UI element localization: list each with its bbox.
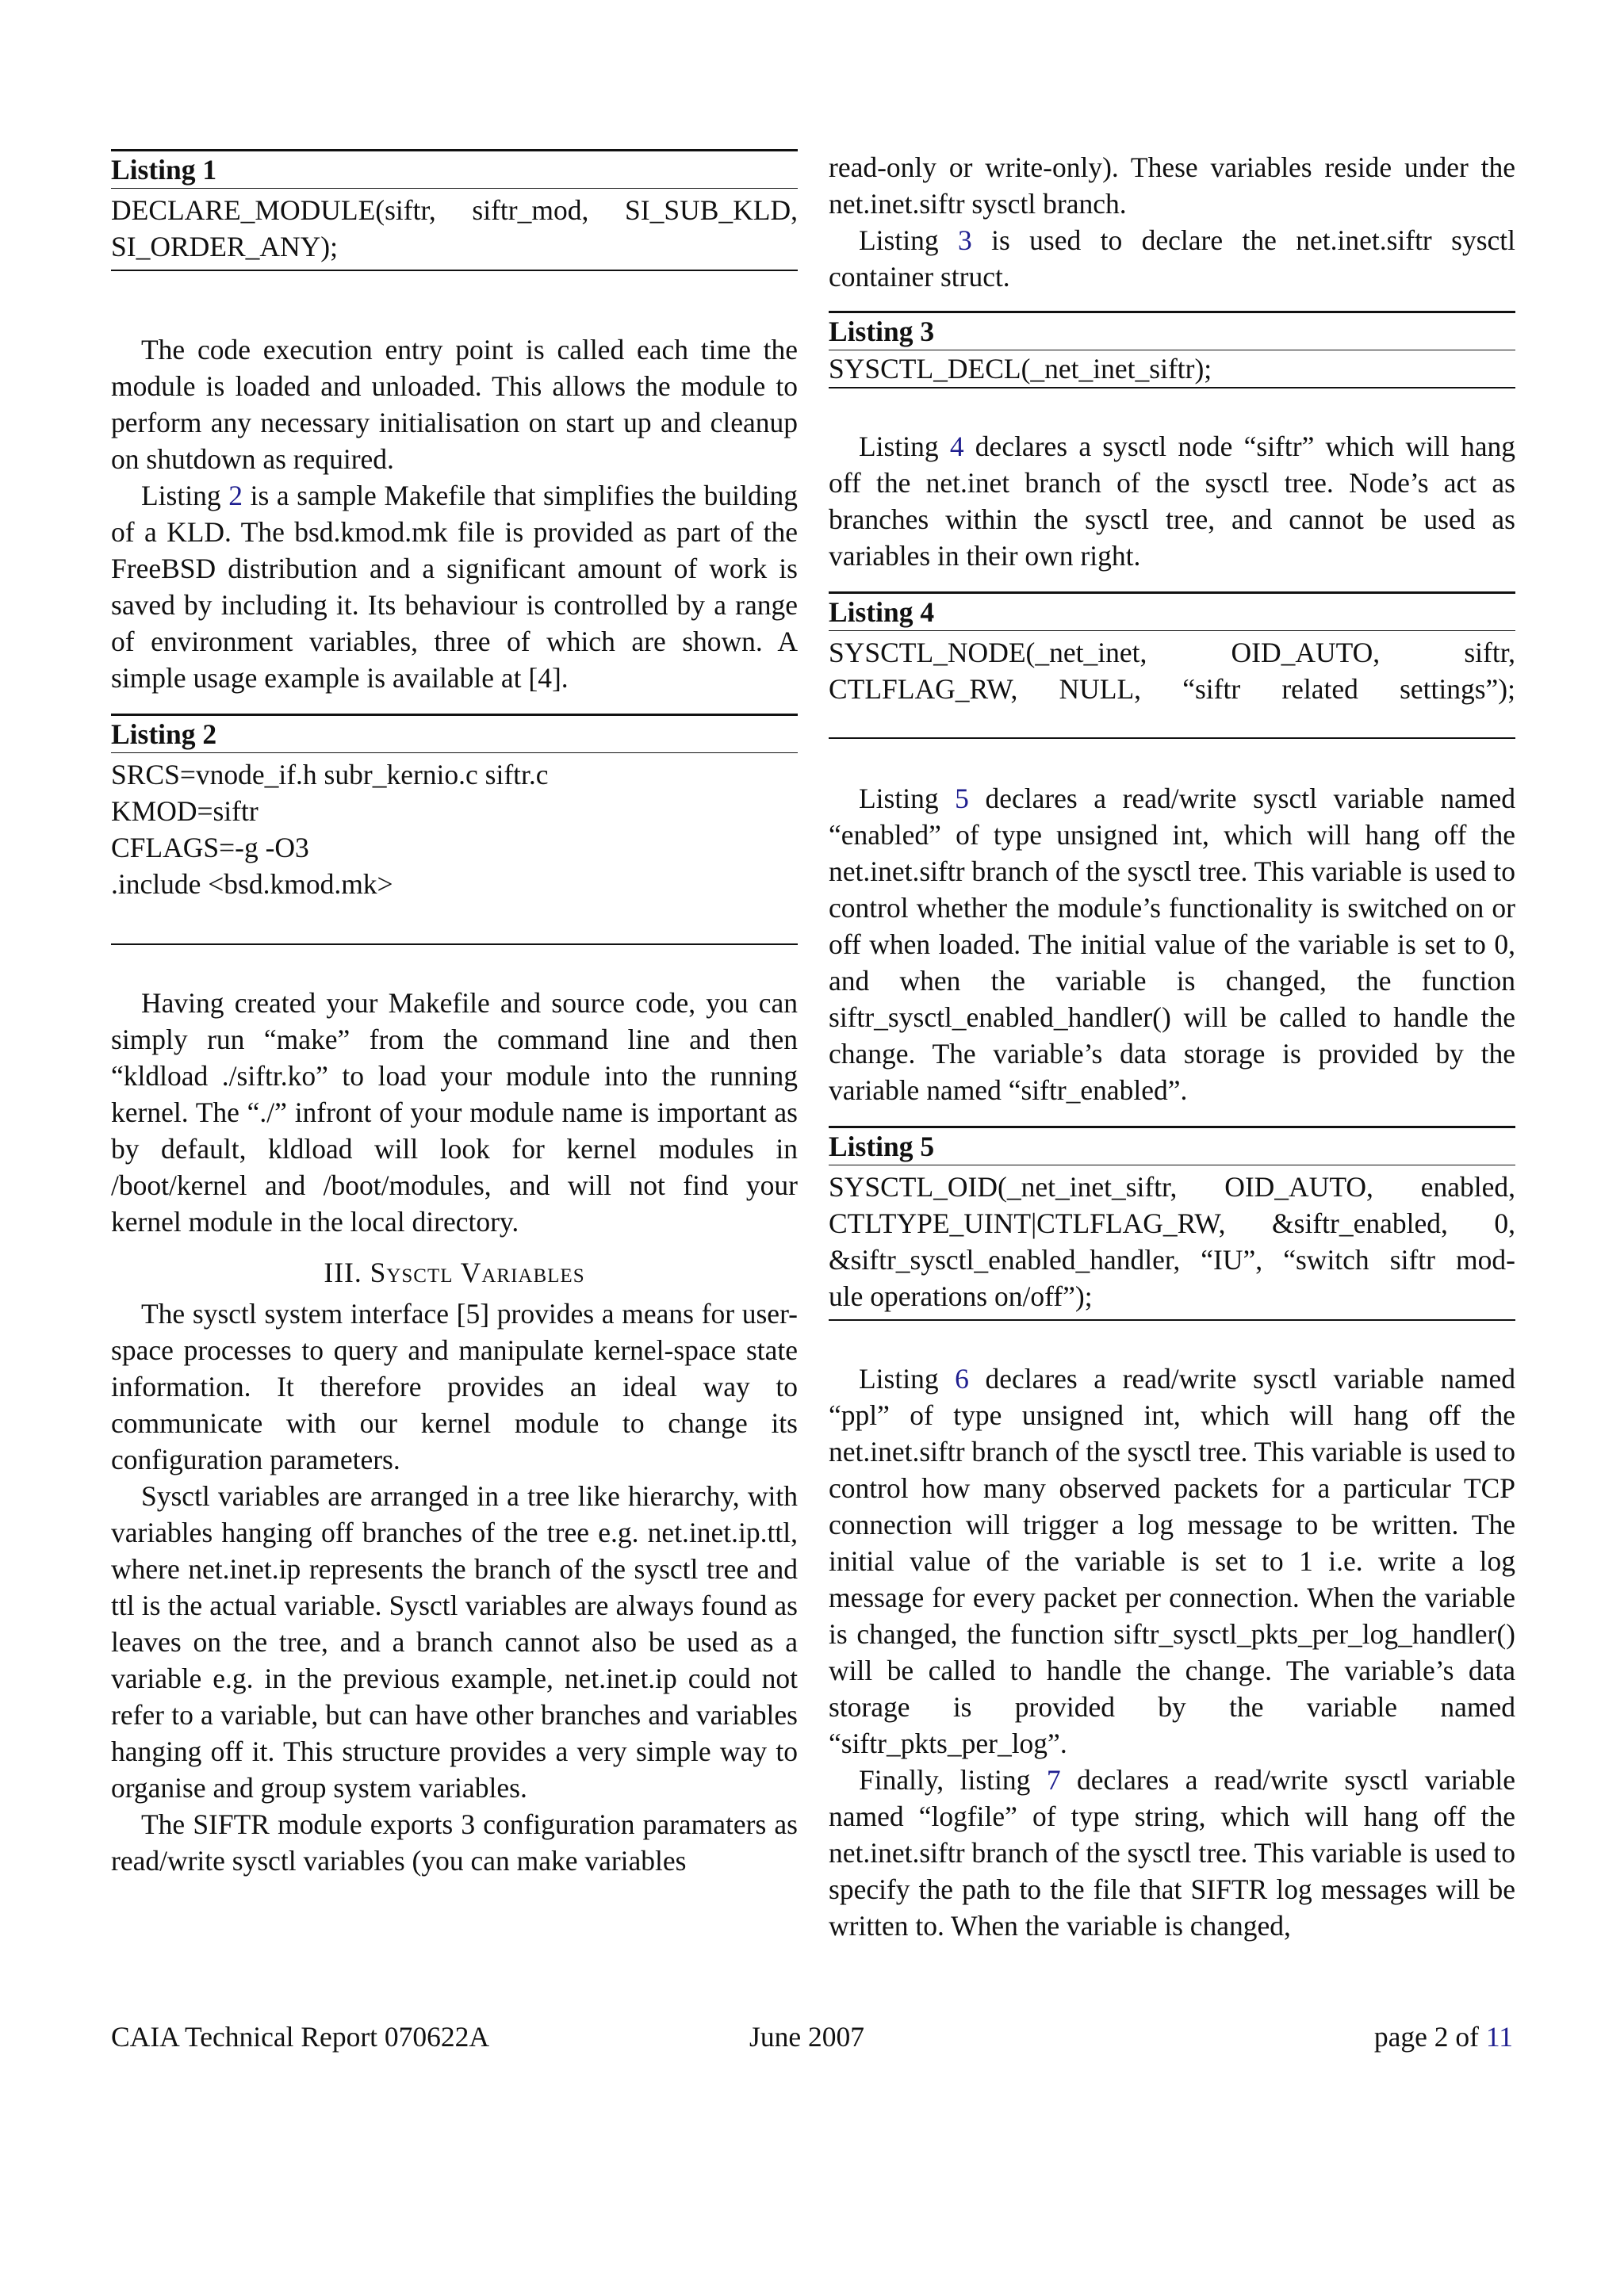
listing-3-link[interactable]: 3 — [957, 224, 972, 256]
paragraph-sysctl-interface: The sysctl system interface [5] provides a means for user-space processes to query and manipulate kernel-space state information. It therefore provides an ideal way to communicate with our kernel module to change its configuration parameters. — [111, 1298, 798, 1475]
listing-7-link[interactable]: 7 — [1046, 1764, 1061, 1796]
left-column — [111, 149, 798, 1879]
listing-2-title: Listing 2 — [111, 716, 798, 753]
listing-4-line-1: SYSCTL_NODE(_net_inet, OID_AUTO, siftr, — [829, 637, 1515, 668]
paragraph-read-only: read-only or write-only). These variables reside under the net.inet.siftr sysctl branch. — [829, 151, 1515, 220]
footer-report-id: CAIA Technical Report 070622A — [111, 2021, 490, 2053]
listing-2-code — [111, 753, 798, 943]
paragraph-listing-7 — [829, 1762, 1515, 1944]
paragraph-listing-4 — [829, 428, 1515, 574]
listing-5-link[interactable]: 5 — [955, 783, 969, 814]
footer-page-number — [1374, 2020, 1513, 2053]
paragraph-listing-3-pre: Listing — [859, 224, 958, 256]
listing-4-code — [829, 631, 1515, 737]
listing-2-link[interactable]: 2 — [228, 480, 243, 511]
paragraph-makefile-pre: Listing — [141, 480, 229, 511]
listing-5-line-4: ule operations on/off”); — [829, 1280, 1093, 1312]
listing-4-link[interactable]: 4 — [949, 430, 964, 462]
listing-4-line-2: CTLFLAG_RW, NULL, “siftr related settings”); — [829, 673, 1515, 705]
listing-5-line-2: CTLTYPE_UINT|CTLFLAG_RW, &siftr_enabled, 0, — [829, 1207, 1515, 1239]
listing-2 — [111, 714, 798, 945]
listing-2-line-1: SRCS=vnode_if.h subr_kernio.c siftr.c — [111, 759, 549, 790]
listing-5-code — [829, 1165, 1515, 1319]
listing-5-title: Listing 5 — [829, 1128, 1515, 1165]
paragraph-listing-6 — [829, 1360, 1515, 1762]
listing-5-line-1: SYSCTL_OID(_net_inet_siftr, OID_AUTO, enabled, — [829, 1171, 1515, 1203]
paragraph-listing-3-post: is used to declare the net.inet.siftr sysctl container struct. — [829, 224, 1515, 293]
paragraph-listing-7-pre: Finally, listing — [859, 1764, 1047, 1796]
listing-1-title: Listing 1 — [111, 151, 798, 189]
footer-total-pages-link[interactable]: 11 — [1485, 2021, 1513, 2053]
listing-6-link[interactable]: 6 — [955, 1363, 969, 1395]
paragraph-listing-7-post: declares a read/write sysctl variable named “logfile” of type string, which will hang off the net.inet.siftr branch of the sysctl tree. This variable is used to specify the path to the file that SIFTR log messages will be written to. When the variable is changed, — [829, 1764, 1515, 1942]
paragraph-siftr-exports: The SIFTR module exports 3 configuration paramaters as read/write sysctl variables (you can make variables — [111, 1808, 798, 1877]
paragraph-listing-5 — [829, 780, 1515, 1108]
listing-4 — [829, 591, 1515, 739]
paragraph-listing-6-pre: Listing — [859, 1363, 956, 1395]
listing-3 — [829, 311, 1515, 388]
listing-2-line-4: .include <bsd.kmod.mk> — [111, 868, 393, 900]
paragraph-listing-4-post: declares a sysctl node “siftr” which will hang off the net.inet branch of the sysctl tree. Node’s act as branches within the sysctl tree, and cannot be used as variables in their own right. — [829, 430, 1516, 572]
listing-2-line-3: CFLAGS=-g -O3 — [111, 832, 309, 863]
listing-3-title: Listing 3 — [829, 313, 1515, 350]
listing-1-line-1: DECLARE_MODULE(siftr, siftr_mod, SI_SUB_KLD, — [111, 194, 798, 226]
paragraph-makefile-post: is a sample Makefile that simplifies the building of a KLD. The bsd.kmod.mk file is provided as part of the FreeBSD distribution and a significant amount of work is saved by including it. Its behaviour is controlled by a range of environment variables, three of which are shown. A simple usage example is available at [4]. — [111, 480, 799, 694]
paragraph-listing-4-pre: Listing — [859, 430, 950, 462]
listing-3-code — [829, 350, 1515, 387]
listing-1 — [111, 149, 798, 271]
paragraph-entry-point: The code execution entry point is called each time the module is loaded and unloaded. This allows the module to perform any necessary initialisation on start up and cleanup on shutdown as required. — [111, 334, 798, 475]
paragraph-listing-5-pre: Listing — [859, 783, 956, 814]
right-column — [829, 149, 1515, 1944]
listing-1-code — [111, 189, 798, 270]
paragraph-makefile — [111, 477, 798, 696]
paragraph-listing-3 — [829, 222, 1515, 295]
listing-2-line-2: KMOD=siftr — [111, 795, 259, 827]
paragraph-listing-6-post: declares a read/write sysctl variable named “ppl” of type unsigned int, which will hang off the net.inet.siftr branch of the sysctl tree. This variable is used to control how many observed packets for a particular TCP connection will trigger a log message to be written. The initial value of the variable is set to 1 i.e. write a log message for every packet per connection. When the variable is changed, the function siftr_sysctl_pkts_per_log_handler() will be called to handle the change. The variable’s data storage is provided by the variable named “siftr_pkts_per_log”. — [829, 1363, 1515, 1759]
footer-date: June 2007 — [749, 2021, 864, 2053]
listing-5-line-3: &siftr_sysctl_enabled_handler, “IU”, “switch siftr mod- — [829, 1244, 1515, 1276]
paragraph-sysctl-tree: Sysctl variables are arranged in a tree like hierarchy, with variables hanging off branches of the tree e.g. net.inet.ip.ttl, where net.inet.ip represents the branch of the sysctl tree and ttl is the actual variable. Sysctl variables are always found as leaves on the tree, and a branch cannot also be used as a variable e.g. in the previous example, net.inet.ip could not refer to a variable, but can have other branches and variables hanging off it. This structure provides a very simple way to organise and group system variables. — [111, 1480, 798, 1804]
paragraph-make-kldload: Having created your Makefile and source code, you can simply run “make” from the command line and then “kldload ./siftr.ko” to load your module into the running kernel. The “./” infront of your module name is important as by default, kldload will look for kernel modules in /boot/kernel and /boot/modules, and will not find your kernel module in the local directory. — [111, 987, 798, 1238]
listing-4-title: Listing 4 — [829, 594, 1515, 631]
section-heading-sysctl: III. Sysctl Variables — [324, 1257, 585, 1288]
listing-5 — [829, 1126, 1515, 1321]
listing-1-line-2: SI_ORDER_ANY); — [111, 231, 338, 262]
listing-3-line-1: SYSCTL_DECL(_net_inet_siftr); — [829, 353, 1212, 385]
footer-page-label: page 2 of — [1373, 2021, 1486, 2053]
paragraph-listing-5-post: declares a read/write sysctl variable named “enabled” of type unsigned int, which will hang off the net.inet.siftr branch of the sysctl tree. This variable is used to control whether the module’s functionality is switched on or off when loaded. The initial value of the variable is set to 0, and when the variable is changed, the function siftr_sysctl_enabled_handler() will be called to handle the change. The variable’s data storage is provided by the variable named “siftr_enabled”. — [829, 783, 1515, 1106]
